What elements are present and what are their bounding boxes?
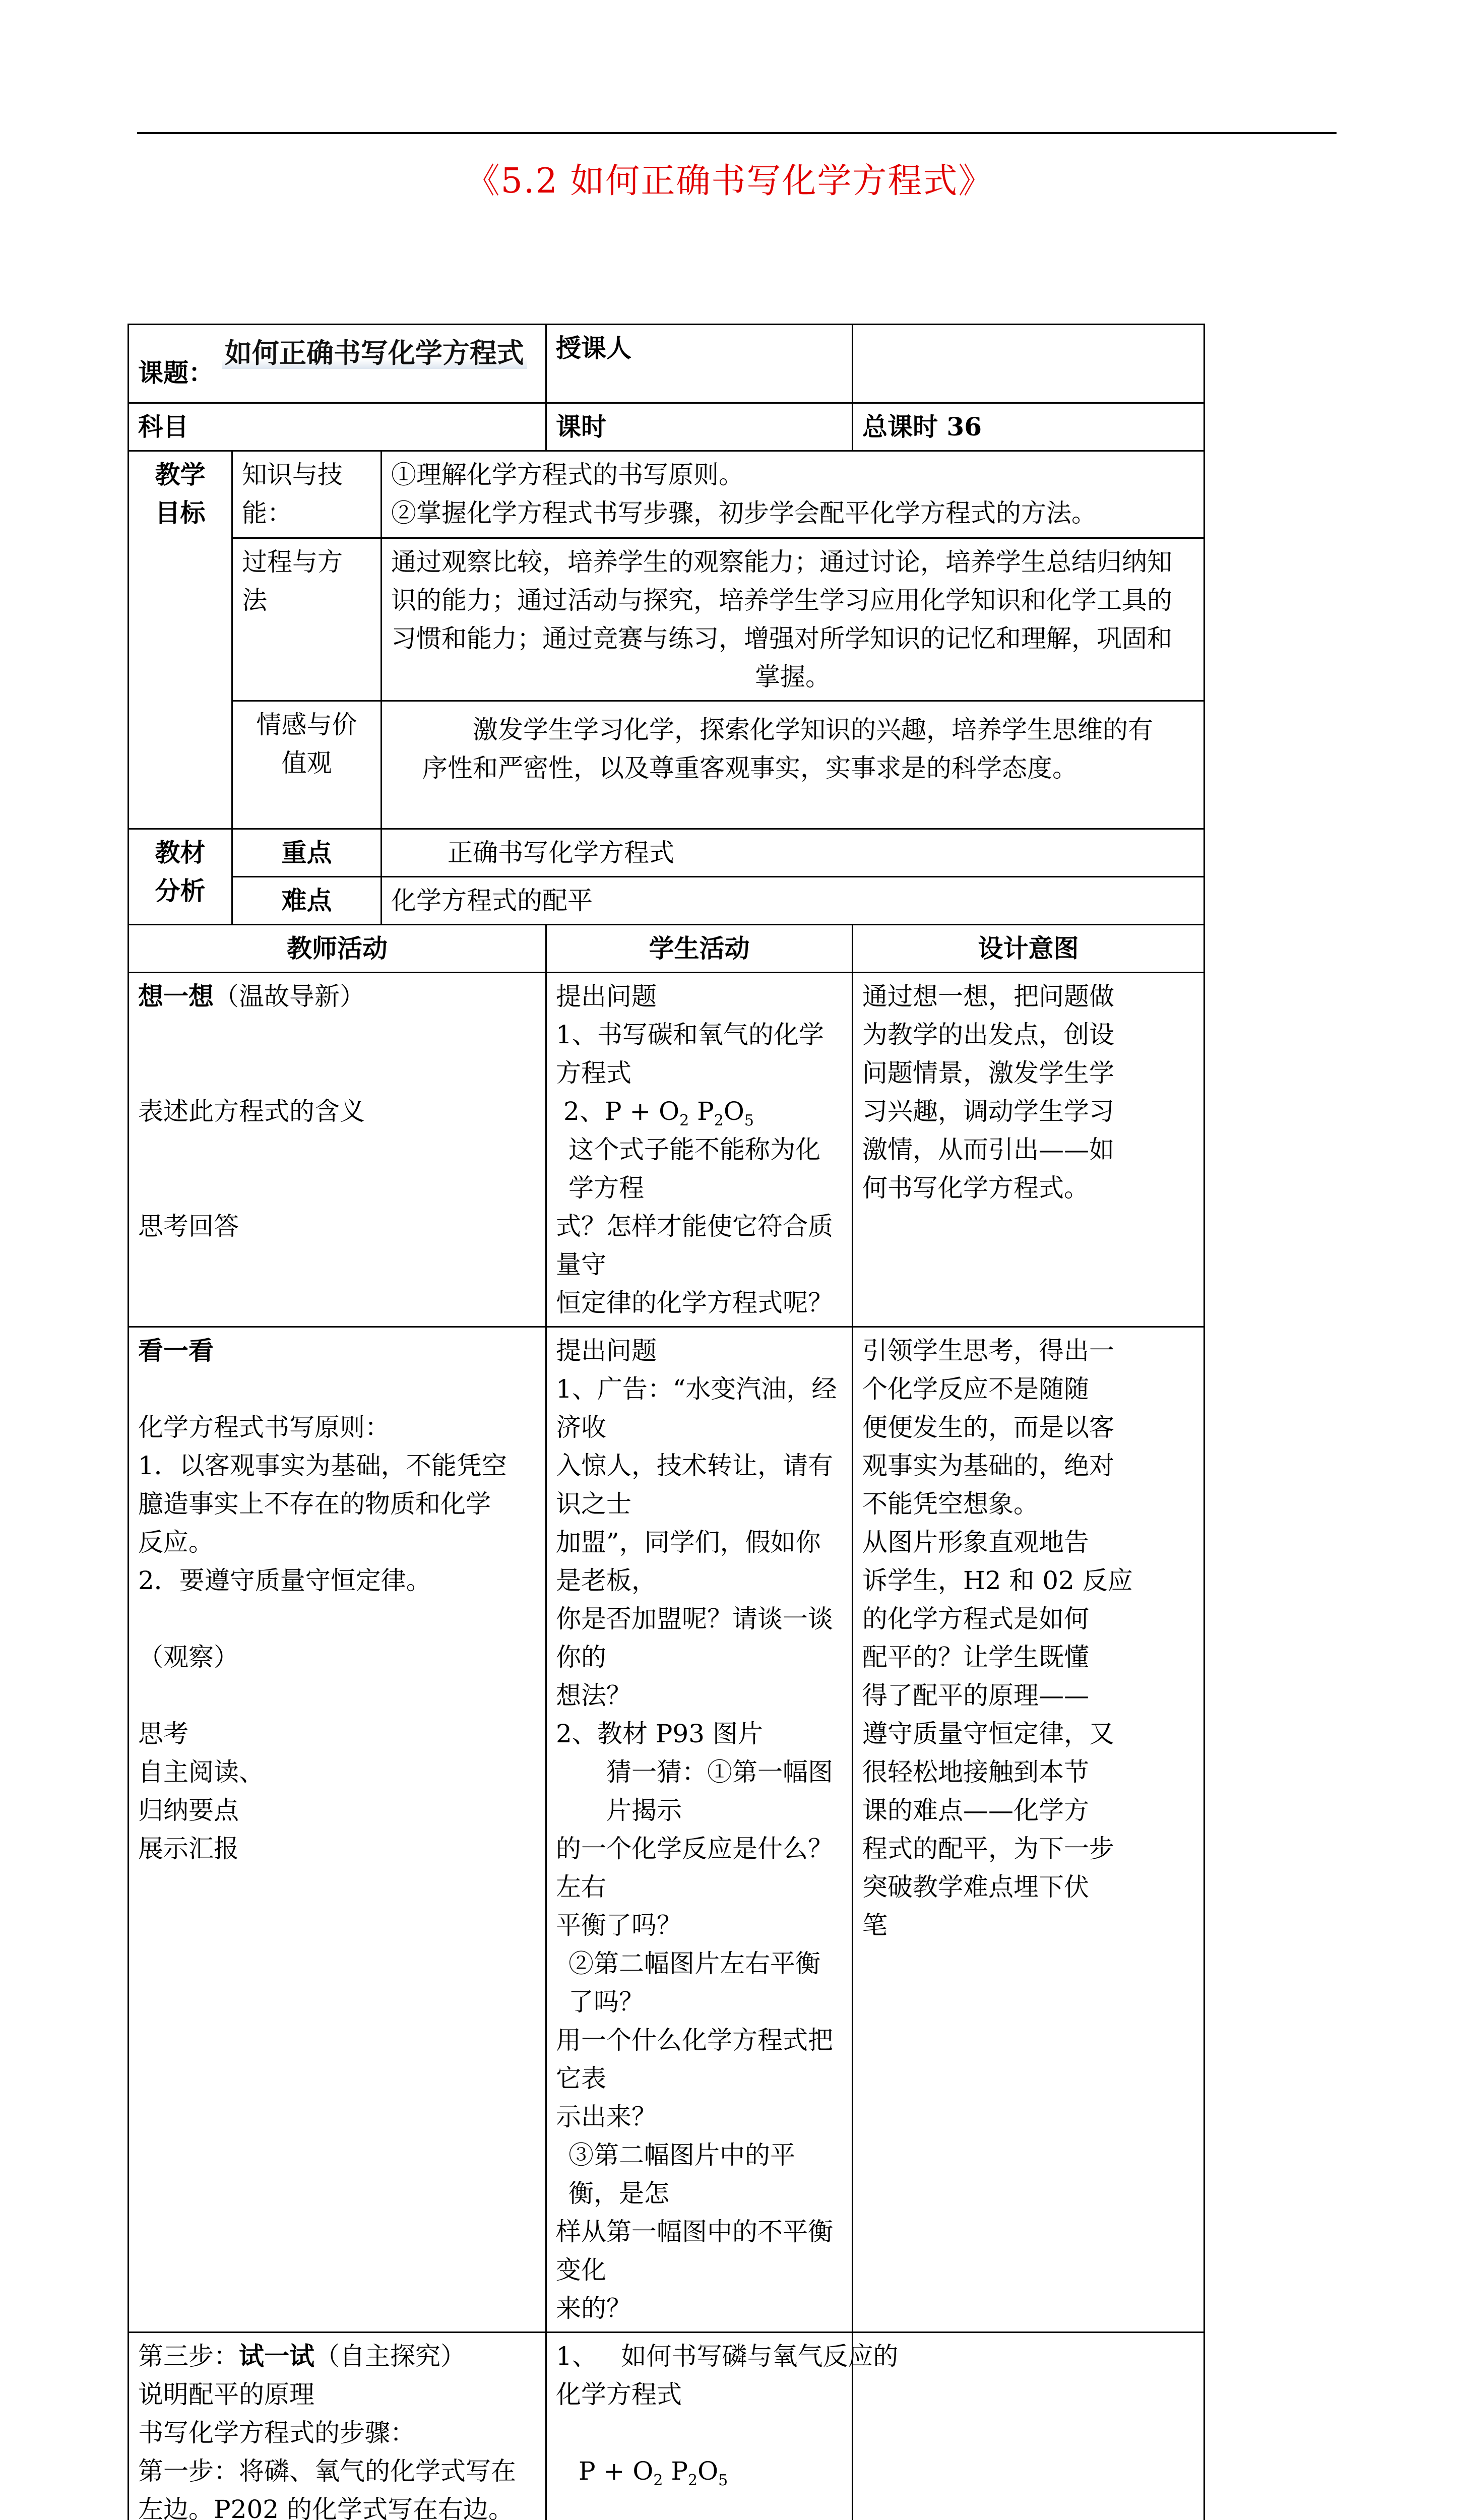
difficulty-label: 难点 — [232, 877, 382, 925]
look-design: 引领学生思考，得出一 个化学反应不是随随 便便发生的，而是以客 观事实为基础的，绝对 不能凭空想象。 从图片形象直观地告 诉学生，H2 和 02 反应 的化学方程式是如何 配平的？让学生既懂 得了配平的原理—— 遵守质量守恒定律，又 很轻松地接触到本节 课的难点——化学方 程式的配平，为下一步 突破教学难点埋下伏 笔 — [853, 1327, 1204, 2333]
goal-row-process — [129, 538, 1204, 701]
key-label: 重点 — [232, 829, 382, 877]
activity-row-look — [129, 1327, 1204, 2333]
try-student: 1、 如何书写磷与氧气反应的 化学方程式 $P + O_2$ $P_2O_5$ — [546, 2333, 853, 2520]
think-student: 提出问题 1、书写碳和氧气的化学方程式 2、$P + O_2$ $P_2O_5$ 这个式子能不能称为化学方程 式？怎样才能使它符合质量守 恒定律的化学方程式呢？ — [546, 973, 853, 1327]
topic-label: 课题： — [138, 358, 214, 388]
process-text: 通过观察比较，培养学生的观察能力；通过讨论，培养学生总结归纳知 识的能力；通过活动与探究，培养学生学习应用化学知识和化学工具的 习惯和能力；通过竞赛与练习，增强对所学知识的记忆和理解，巩固和 掌握。 — [382, 538, 1204, 701]
goal-row-knowledge — [129, 451, 1204, 538]
subject-label: 科目 — [129, 403, 546, 451]
key-text: 正确书写化学方程式 — [382, 829, 1204, 877]
topic-cell — [129, 325, 546, 403]
header-design: 设计意图 — [853, 925, 1204, 973]
info-row-subject — [129, 403, 1204, 451]
period-label: 课时 — [546, 403, 853, 451]
goals-label: 教学 目标 — [129, 451, 232, 829]
knowledge-text: ①理解化学方程式的书写原则。 ②掌握化学方程式书写步骤，初步学会配平化学方程式的方法。 — [382, 451, 1204, 538]
equation-2: $P + O_2$ $P_2O_5$ — [556, 2452, 843, 2490]
try-design — [853, 2333, 1204, 2520]
look-teacher: 看一看 化学方程式书写原则： 1．以客观事实为基础，不能凭空 臆造事实上不存在的物质和化学 反应。 2．要遵守质量守恒定律。 （观察） 思考 自主阅读、 归纳要点 展示汇报 — [129, 1327, 546, 2333]
teacher-value — [853, 325, 1204, 403]
total-periods: 总课时 36 — [853, 403, 1204, 451]
emotion-text: 激发学生学习化学，探索化学知识的兴趣，培养学生思维的有 序性和严密性，以及尊重客观事实，实事求是的科学态度。 — [382, 701, 1204, 829]
analysis-row-key — [129, 829, 1204, 877]
header-rule — [137, 132, 1337, 134]
activity-row-think — [129, 973, 1204, 1327]
analysis-row-difficulty — [129, 877, 1204, 925]
emotion-label: 情感与价 值观 — [232, 701, 382, 829]
look-student: 提出问题 1、广告：“水变汽油，经济收 入惊人，技术转让，请有识之士 加盟”，同学们，假如你是老板， 你是否加盟呢？请谈一谈你的 想法？ 2、教材 P93 图片 猜一猜：①第一幅图片揭示 的一个化学反应是什么？左右 平衡了吗？ ②第二幅图片左右平衡了吗？ 用一个什么化学方程式把它表 示出来？ ③第二幅图片中的平衡，是怎 样从第一幅图中的不平衡变化 来的？ — [546, 1327, 853, 2333]
process-label: 过程与方 法 — [232, 538, 382, 701]
analysis-label: 教材 分析 — [129, 829, 232, 925]
knowledge-label: 知识与技 能： — [232, 451, 382, 538]
info-row-topic — [129, 325, 1204, 403]
equation-1: 2、$P + O_2$ $P_2O_5$ — [556, 1092, 843, 1130]
topic-value: 如何正确书写化学方程式 — [222, 337, 527, 369]
lesson-plan-table — [128, 324, 1205, 2520]
goal-row-emotion — [129, 701, 1204, 829]
activity-row-try — [129, 2333, 1204, 2520]
teacher-label: 授课人 — [546, 325, 853, 403]
think-teacher: 想一想（温故导新） 表述此方程式的含义 思考回答 — [129, 973, 546, 1327]
header-student: 学生活动 — [546, 925, 853, 973]
think-design: 通过想一想，把问题做 为教学的出发点，创设 问题情景，激发学生学 习兴趣，调动学生学习 激情，从而引出——如 何书写化学方程式。 — [853, 973, 1204, 1327]
difficulty-text: 化学方程式的配平 — [382, 877, 1204, 925]
activity-header-row — [129, 925, 1204, 973]
page-title: 《5.2 如何正确书写化学方程式》 — [0, 154, 1459, 203]
try-teacher: 第三步：试一试（自主探究） 说明配平的原理 书写化学方程式的步骤： 第一步：将磷、氧气的化学式写在 左边。P202 的化学式写在右边。 — [129, 2333, 546, 2520]
header-teacher: 教师活动 — [129, 925, 546, 973]
